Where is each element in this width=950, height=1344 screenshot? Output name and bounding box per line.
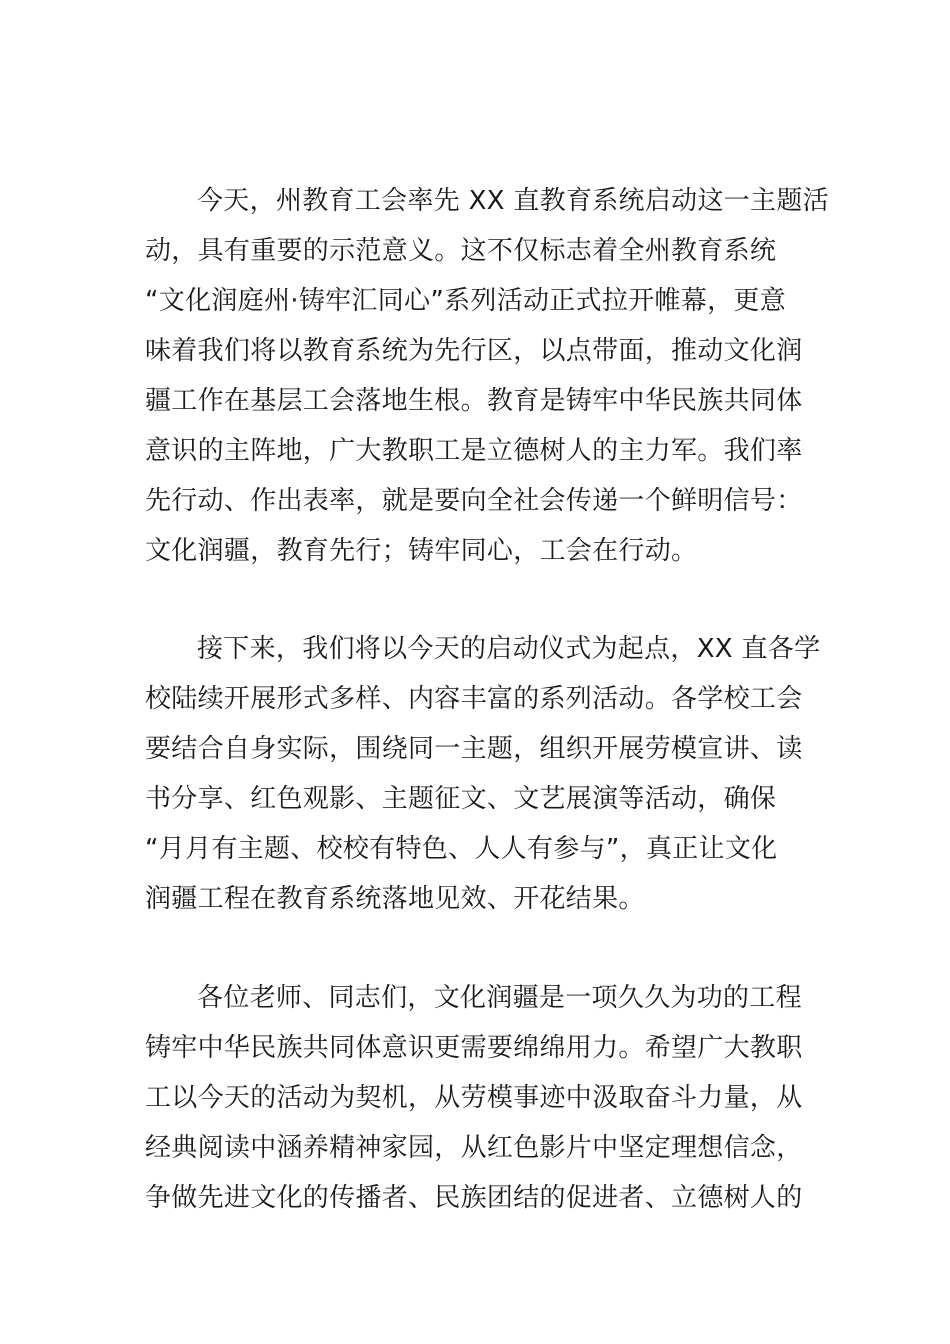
paragraph-line: 润疆工程在教育系统落地见效、开花结果。 bbox=[145, 884, 645, 914]
paragraph-line: 先行动、作出表率，就是要向全社会传递一个鲜明信号： bbox=[145, 486, 803, 516]
paragraph-line: 各位老师、同志们，文化润疆是一项久久为功的工程 bbox=[197, 983, 802, 1013]
paragraph-line: 书分享、红色观影、主题征文、文艺展演等活动，确保 bbox=[145, 784, 777, 814]
paragraph-1 bbox=[145, 176, 829, 576]
paragraph-line: 铸牢中华民族共同体意识更需要绵绵用力。希望广大教职 bbox=[145, 1033, 803, 1063]
paragraph-line: 文化润疆，教育先行；铸牢同心，工会在行动。 bbox=[145, 536, 698, 566]
paragraph-line: 疆工作在基层工会落地生根。教育是铸牢中华民族共同体 bbox=[145, 386, 803, 416]
paragraph-line: 校陆续开展形式多样、内容丰富的系列活动。各学校工会 bbox=[145, 684, 803, 714]
paragraph-line: 争做先进文化的传播者、民族团结的促进者、立德树人的 bbox=[145, 1183, 803, 1213]
paragraph-3 bbox=[145, 973, 809, 1223]
paragraph-line: 动，具有重要的示范意义。这不仅标志着全州教育系统 bbox=[145, 236, 777, 266]
paragraph-line: “文化润庭州·铸牢汇同心”系列活动正式拉开帷幕，更意 bbox=[145, 286, 787, 316]
paragraph-line: 经典阅读中涵养精神家园，从红色影片中坚定理想信念， bbox=[145, 1133, 803, 1163]
paragraph-line: 味着我们将以教育系统为先行区，以点带面，推动文化润 bbox=[145, 336, 803, 366]
paragraph-line: 接下来，我们将以今天的启动仪式为起点，XX 直各学 bbox=[197, 634, 821, 664]
paragraph-line: 要结合自身实际，围绕同一主题，组织开展劳模宣讲、读 bbox=[145, 734, 803, 764]
paragraph-2 bbox=[145, 624, 821, 924]
paragraph-line: 今天，州教育工会率先 XX 直教育系统启动这一主题活 bbox=[197, 186, 829, 216]
paragraph-line: “月月有主题、校校有特色、人人有参与”，真正让文化 bbox=[145, 834, 778, 864]
paragraph-line: 意识的主阵地，广大教职工是立德树人的主力军。我们率 bbox=[145, 436, 803, 466]
paragraph-line: 工以今天的活动为契机，从劳模事迹中汲取奋斗力量，从 bbox=[145, 1083, 803, 1113]
